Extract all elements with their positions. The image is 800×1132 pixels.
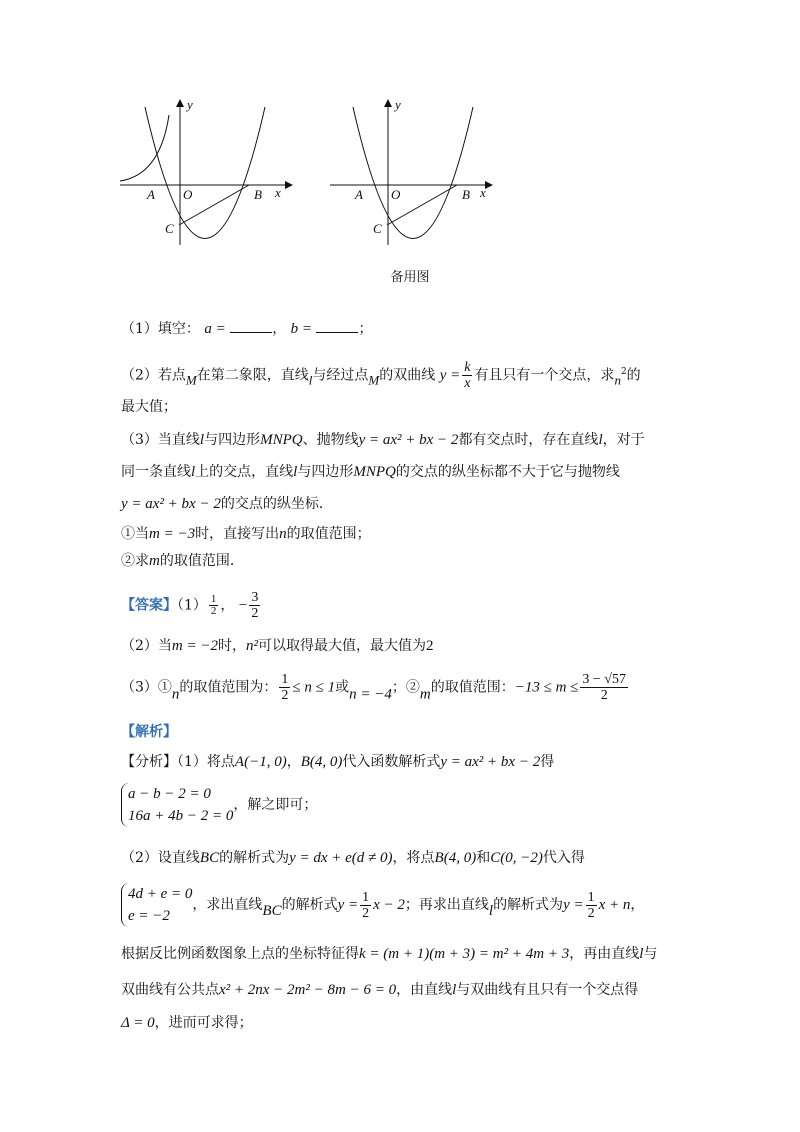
analysis-r1-eq: k = (m + 1)(m + 3) = m² + 4m + 3 [359, 946, 570, 962]
analysis-r2-a: 双曲线有公共点 [121, 982, 219, 998]
analysis-t7: ， [630, 897, 645, 913]
answer-p2-c: 可以取得最大值，最大值为 [258, 638, 426, 654]
answer-half-num: 1 [210, 593, 217, 605]
analysis-tag [121, 722, 177, 742]
answer-half-den: 2 [210, 605, 217, 617]
answer-p2-eq: m = −2 [171, 638, 218, 654]
x-axis-arrow-icon [485, 181, 493, 189]
answer-p2-a: （2）当 [121, 638, 172, 654]
q2-text-d: 的双曲线 [379, 367, 436, 384]
point-a-label: A [355, 187, 363, 202]
analysis-t-l: l [488, 903, 494, 919]
q3-parabola-eq-2: y = ax² + bx − 2 [121, 496, 221, 512]
analysis-t-xn: x + n [598, 897, 631, 913]
q2-text-c: 与经过点 [312, 367, 369, 384]
answer-p1-num: （1） [177, 597, 207, 614]
analysis-point-a: A(−1, 0) [234, 754, 287, 770]
q3-line-l: l [199, 432, 205, 448]
answer-p2-value: 2 [426, 638, 434, 654]
answer-part-2 [121, 636, 434, 656]
q2-text-b: 在第二象限，直线 [196, 367, 309, 384]
analysis-r2-c: 与双曲线有且只有一个交点得 [456, 982, 639, 998]
q3-text-h: 与四边形 [297, 464, 354, 480]
point-b-label: B [462, 187, 470, 202]
analysis-t-half2-num: 1 [587, 889, 595, 905]
analysis-f2-point-b: B(4, 0) [434, 850, 477, 866]
q2-text-f: 的 [626, 367, 641, 384]
figure-left [115, 95, 295, 255]
q1-a-label: a = [204, 321, 226, 337]
point-a-label: A [147, 187, 155, 202]
x-axis-label: x [275, 185, 281, 200]
answer-p3-e: 的取值范围： [430, 679, 515, 696]
analysis-reasoning-1 [121, 944, 657, 964]
analysis-system-2-eq2: e = −2 [128, 908, 170, 924]
analysis-f1-b: ， [286, 754, 301, 770]
analysis-f2-c: ，将点 [392, 850, 435, 866]
x-axis-arrow-icon [285, 181, 293, 189]
analysis-reasoning-3 [121, 1013, 253, 1033]
analysis-r1-l: l [639, 946, 644, 962]
q3-text-f: 同一条直线 [121, 464, 191, 480]
analysis-t-xm2: x − 2 [373, 897, 405, 913]
analysis-tag-text: 【解析】 [121, 724, 177, 740]
analysis-reasoning-2 [121, 980, 638, 1000]
question-3-case-2 [121, 551, 244, 571]
analysis-system-1 [121, 783, 233, 827]
answer-tag: 【答案】 [121, 597, 177, 614]
answer-p2-n2: n² [246, 638, 258, 654]
analysis-point-b: B(4, 0) [300, 754, 343, 770]
q3-case1-b: 时，直接写出 [195, 526, 280, 542]
answer-p3-half-num: 1 [281, 672, 289, 687]
analysis-t-half [360, 890, 371, 921]
analysis-r2-b: ，由直线 [396, 982, 453, 998]
q2-fraction-k-x [462, 360, 472, 391]
analysis-r3-eq: Δ = 0 [121, 1015, 155, 1031]
answer-comma: ， [220, 597, 235, 614]
q3-text-b: 与四边形 [204, 432, 261, 448]
answer-p3-d: ；② [391, 679, 420, 696]
q2-point-m: M [185, 372, 197, 388]
analysis-r1-c: 与 [643, 946, 658, 962]
analysis-f2-b: 的解析式为 [219, 850, 290, 866]
analysis-t6: 的解析式为 [493, 897, 564, 913]
answer-p3-half-den: 2 [281, 688, 289, 703]
analysis-system-1-row [121, 783, 317, 827]
q3-line-l-3: l [191, 464, 196, 480]
q3-parabola-eq: y = ax² + bx − 2 [358, 432, 459, 448]
parabola-curve [353, 107, 473, 239]
analysis-system-1-eq1: a − b − 2 = 0 [128, 786, 211, 802]
q1-end: ； [358, 321, 373, 337]
origin-label: O [183, 187, 193, 202]
q3-text-j: 的交点的纵坐标． [220, 496, 333, 512]
analysis-line-bc: BC [199, 850, 220, 866]
analysis-f2-d: 和 [476, 850, 491, 866]
q2-text-e: 有且只有一个交点，求 [474, 367, 615, 384]
analysis-t-yeq: y = [337, 897, 359, 913]
point-c-label: C [165, 221, 174, 236]
answer-fraction-three-halves [249, 590, 260, 621]
analysis-t-bc: BC [262, 903, 282, 919]
q3-case1-c: 的取值范围； [286, 526, 371, 542]
q2-k: k [464, 360, 471, 375]
question-3-case-1 [121, 524, 371, 544]
point-b-label: B [254, 187, 262, 202]
q3-case1-n: n [279, 526, 287, 542]
analysis-part-2 [121, 848, 585, 868]
q3-text-d: 都有交点时，存在直线 [458, 432, 599, 448]
q3-case1-eq: m = −3 [149, 526, 196, 542]
y-axis-arrow-icon [176, 99, 184, 107]
answer-p3-c: 或 [335, 679, 350, 696]
analysis-r1-b: ，再由直线 [569, 946, 640, 962]
origin-label: O [391, 187, 401, 202]
analysis-f1-d: 得 [540, 754, 555, 770]
q1-text: 填空： [157, 321, 200, 337]
answer-p3-n4: n = −4 [349, 686, 392, 703]
analysis-t4: 的解析式 [281, 897, 338, 913]
analysis-r3-b: ，进而可求得； [154, 1015, 253, 1031]
q3-case2-a: ②求 [121, 553, 149, 569]
analysis-t-half-den: 2 [362, 905, 370, 921]
answer-minus: − [238, 597, 248, 614]
answer-two: 2 [251, 606, 259, 621]
question-2-line-1 [121, 360, 641, 391]
answer-p3-b: 的取值范围为： [179, 679, 278, 696]
analysis-system-2 [121, 883, 192, 927]
question-3-line-1 [121, 430, 645, 450]
answer-p3-fraction-half [279, 672, 290, 703]
y-axis-arrow-icon [384, 99, 392, 107]
q3-text-g: 上的交点，直线 [195, 464, 294, 480]
parabola-curve [145, 107, 265, 239]
analysis-f1-a: 【分析】（1）将点 [121, 754, 235, 770]
q2-text-a: （2）若点 [121, 367, 186, 384]
analysis-system-2-row [121, 883, 644, 927]
q3-case2-m: m [149, 553, 160, 569]
q1-a-blank [230, 318, 272, 333]
answer-p3-fraction-57 [580, 672, 628, 703]
question-2-line-2: 最大值； [121, 399, 177, 415]
analysis-t-half-2 [586, 890, 597, 921]
q2-x: x [464, 376, 471, 391]
answer-p3-range-2: −13 ≤ m ≤ [514, 679, 579, 696]
answer-fraction-half [209, 594, 219, 617]
analysis-t-yeq-2: y = [563, 897, 584, 913]
analysis-t-half-num: 1 [362, 889, 370, 905]
analysis-t-half2-den: 2 [587, 905, 595, 921]
question-3-line-2 [121, 462, 620, 482]
answer-p2-b: 时， [218, 638, 246, 654]
answer-three: 3 [251, 590, 259, 605]
analysis-t3: ，求出直线 [192, 897, 263, 913]
analysis-system-1-tail: ，解之即可； [233, 797, 318, 813]
analysis-part-1 [121, 752, 554, 772]
q3-text-c: 、抛物线 [302, 432, 359, 448]
y-axis-label: y [395, 97, 401, 112]
q1-b-label: b = [290, 321, 313, 337]
q1-number: （1） [121, 321, 158, 337]
answer-part-1 [121, 590, 262, 621]
analysis-t5: ；再求出直线 [404, 897, 489, 913]
q2-line-l: l [308, 372, 313, 388]
x-axis-label: x [480, 185, 486, 200]
analysis-system-1-eq2: 16a + 4b − 2 = 0 [128, 808, 234, 824]
analysis-f2-e: 代入得 [542, 850, 585, 866]
figure-right [325, 95, 505, 255]
analysis-r2-eq: x² + 2nx − 2m² − 8m − 6 = 0 [219, 982, 397, 998]
answer-p3-m: m [419, 686, 431, 703]
q3-text-i: 的交点的纵坐标都不大于它与抛物线 [395, 464, 620, 480]
analysis-r2-l: l [452, 982, 457, 998]
y-axis-label: y [187, 97, 193, 112]
question-1 [121, 318, 372, 339]
q1-comma: ， [272, 321, 287, 337]
q3-text-e: ，对于 [602, 432, 645, 448]
figure-caption: 备用图 [390, 270, 430, 285]
q2-n: n [614, 372, 621, 388]
point-c-label: C [373, 221, 382, 236]
analysis-f1-c: 代入函数解析式 [342, 754, 441, 770]
analysis-f2-point-c: C(0, −2) [490, 850, 543, 866]
q2-point-m-2: M [368, 372, 380, 388]
answer-p3-num57: 3 − √57 [582, 672, 626, 687]
q1-b-blank [316, 318, 358, 333]
q3-text-a: （3）当直线 [121, 432, 200, 448]
analysis-f1-eq: y = ax² + bx − 2 [440, 754, 541, 770]
q3-case2-b: 的取值范围． [159, 553, 244, 569]
q3-quad-mnpq: MNPQ [260, 432, 303, 448]
q2-yeq: y = [439, 367, 461, 384]
q3-line-l-2: l [598, 432, 603, 448]
q3-quad-mnpq-2: MNPQ [353, 464, 396, 480]
answer-p3-range-1: ≤ n ≤ 1 [292, 679, 336, 696]
q3-line-l-4: l [293, 464, 298, 480]
question-3-line-3 [121, 494, 333, 514]
analysis-r1-a: 根据反比例函数图象上点的坐标特征得 [121, 946, 359, 962]
analysis-system-2-eq1: 4d + e = 0 [128, 886, 193, 902]
q2-n-exponent: 2 [620, 366, 627, 377]
answer-p3-n: n [171, 686, 180, 703]
answer-part-3 [121, 672, 630, 705]
answer-p3-a: （3）① [121, 679, 172, 696]
analysis-f2-a: （2）设直线 [121, 850, 200, 866]
q3-case1-a: ①当 [121, 526, 149, 542]
analysis-f2-eq: y = dx + e(d ≠ 0) [289, 850, 393, 866]
answer-p3-den: 2 [600, 688, 608, 703]
